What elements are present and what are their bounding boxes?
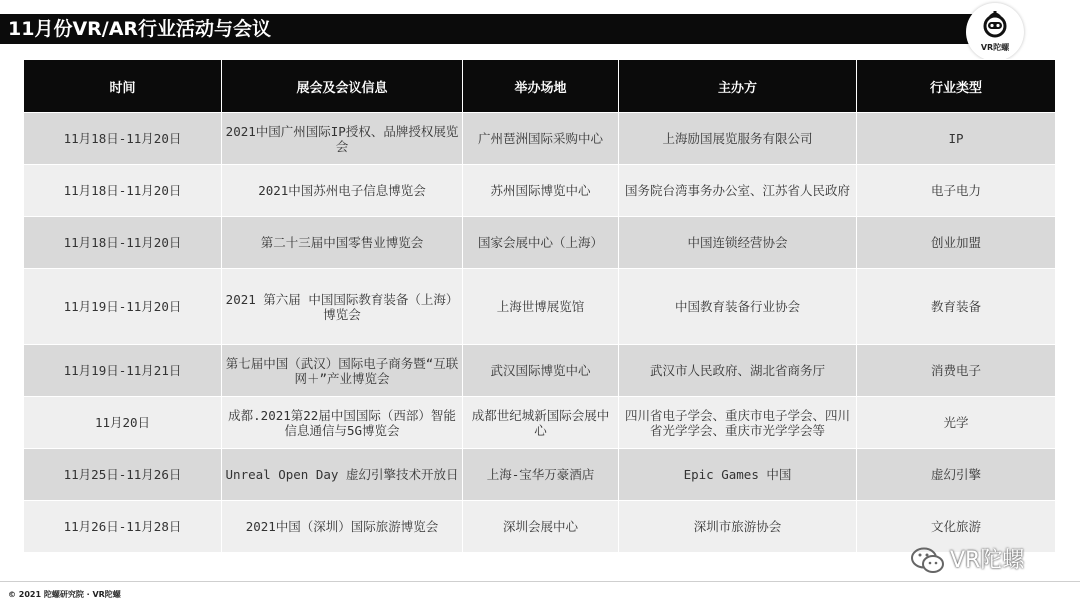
table-header-row <box>24 60 1056 113</box>
table-row <box>24 217 1056 269</box>
cell-event: 2021中国（深圳）国际旅游博览会 <box>222 501 463 553</box>
cell-organizer: 深圳市旅游协会 <box>619 501 857 553</box>
page-title: 11月份VR/AR行业活动与会议 <box>8 18 272 40</box>
cell-event: 第二十三届中国零售业博览会 <box>222 217 463 269</box>
cell-industry: 光学 <box>857 397 1056 449</box>
cell-time: 11月19日-11月20日 <box>24 269 222 345</box>
cell-time: 11月18日-11月20日 <box>24 113 222 165</box>
gyro-robot-icon <box>980 9 1010 41</box>
logo-text: VR陀螺 <box>980 43 1010 52</box>
cell-organizer: 武汉市人民政府、湖北省商务厅 <box>619 345 857 397</box>
column-header-event: 展会及会议信息 <box>222 60 463 113</box>
cell-organizer: 中国连锁经营协会 <box>619 217 857 269</box>
cell-industry: IP <box>857 113 1056 165</box>
cell-industry: 创业加盟 <box>857 217 1056 269</box>
copyright: © 2021 陀螺研究院 · VR陀螺 <box>8 590 121 599</box>
column-header-venue: 举办场地 <box>463 60 619 113</box>
cell-time: 11月19日-11月21日 <box>24 345 222 397</box>
cell-venue: 上海-宝华万豪酒店 <box>463 449 619 501</box>
table-row <box>24 165 1056 217</box>
events-table <box>23 59 1056 553</box>
cell-event: 2021中国苏州电子信息博览会 <box>222 165 463 217</box>
cell-industry: 消费电子 <box>857 345 1056 397</box>
cell-event: 第七届中国（武汉）国际电子商务暨“互联网＋”产业博览会 <box>222 345 463 397</box>
footer-divider <box>0 581 1080 582</box>
column-header-time: 时间 <box>24 60 222 113</box>
table-row <box>24 113 1056 165</box>
cell-venue: 苏州国际博览中心 <box>463 165 619 217</box>
watermark-text: VR陀螺 <box>950 548 1025 573</box>
column-header-organizer: 主办方 <box>619 60 857 113</box>
cell-time: 11月26日-11月28日 <box>24 501 222 553</box>
cell-industry: 虚幻引擎 <box>857 449 1056 501</box>
cell-venue: 广州琶洲国际采购中心 <box>463 113 619 165</box>
cell-organizer: 上海励国展览服务有限公司 <box>619 113 857 165</box>
cell-event: 2021 第六届 中国国际教育装备（上海）博览会 <box>222 269 463 345</box>
cell-industry: 电子电力 <box>857 165 1056 217</box>
table-row <box>24 501 1056 553</box>
cell-event: 成都.2021第22届中国国际（西部）智能信息通信与5G博览会 <box>222 397 463 449</box>
cell-time: 11月18日-11月20日 <box>24 217 222 269</box>
cell-event: 2021中国广州国际IP授权、品牌授权展览会 <box>222 113 463 165</box>
cell-time: 11月25日-11月26日 <box>24 449 222 501</box>
cell-industry: 教育装备 <box>857 269 1056 345</box>
cell-organizer: Epic Games 中国 <box>619 449 857 501</box>
logo <box>966 3 1024 61</box>
cell-time: 11月18日-11月20日 <box>24 165 222 217</box>
cell-organizer: 中国教育装备行业协会 <box>619 269 857 345</box>
cell-venue: 国家会展中心（上海） <box>463 217 619 269</box>
cell-event: Unreal Open Day 虚幻引擎技术开放日 <box>222 449 463 501</box>
cell-venue: 武汉国际博览中心 <box>463 345 619 397</box>
cell-organizer: 四川省电子学会、重庆市电子学会、四川省光学学会、重庆市光学学会等 <box>619 397 857 449</box>
cell-industry: 文化旅游 <box>857 501 1056 553</box>
table-row <box>24 345 1056 397</box>
title-bar <box>0 14 1000 44</box>
table-row <box>24 269 1056 345</box>
wechat-icon <box>910 546 946 576</box>
cell-venue: 上海世博展览馆 <box>463 269 619 345</box>
table-row <box>24 449 1056 501</box>
cell-organizer: 国务院台湾事务办公室、江苏省人民政府 <box>619 165 857 217</box>
cell-time: 11月20日 <box>24 397 222 449</box>
cell-venue: 深圳会展中心 <box>463 501 619 553</box>
cell-venue: 成都世纪城新国际会展中心 <box>463 397 619 449</box>
table-row <box>24 397 1056 449</box>
watermark <box>910 545 1024 577</box>
column-header-industry: 行业类型 <box>857 60 1056 113</box>
